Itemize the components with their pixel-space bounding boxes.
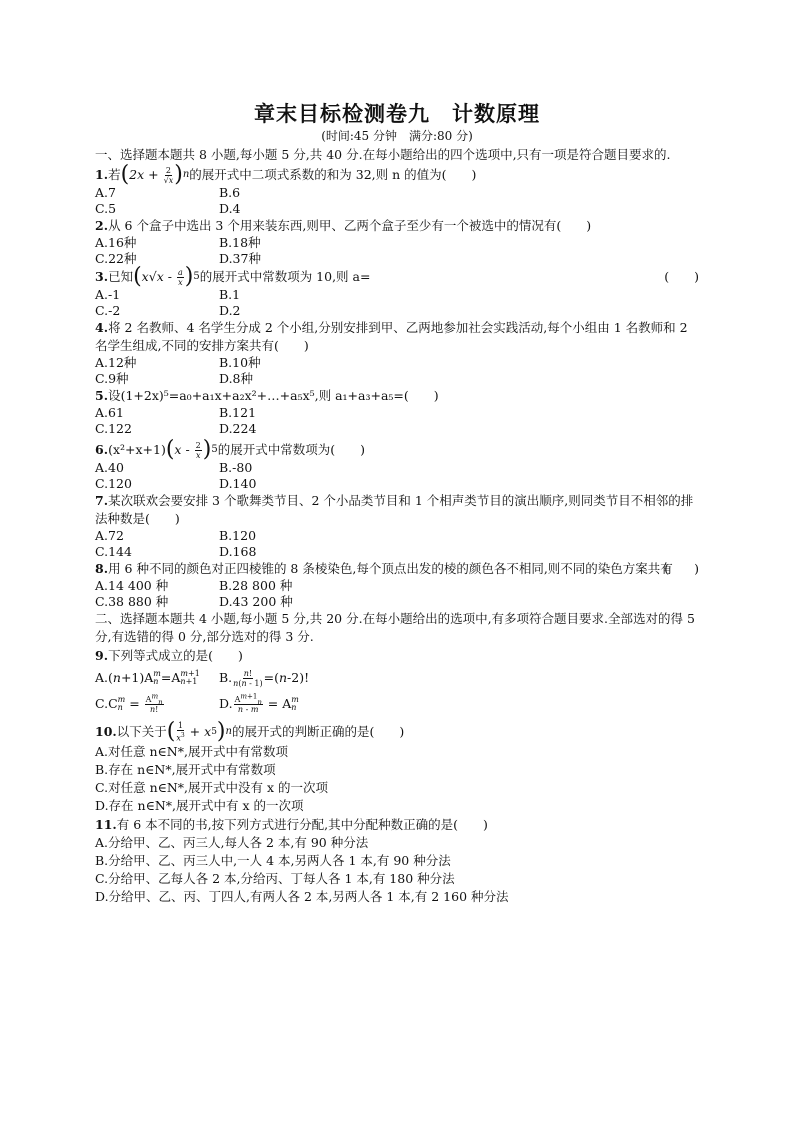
question-7 — [95, 492, 699, 528]
question-1 — [95, 162, 699, 187]
option-d[interactable]: D.224 — [219, 420, 257, 436]
option-c[interactable]: C.5 — [95, 200, 117, 216]
option-b[interactable]: B.存在 n∈N*,展开式中有常数项 — [95, 761, 276, 777]
question-text-pre: 若 — [108, 167, 121, 182]
question-text-pre: (x²+x+1) — [108, 442, 166, 457]
options-q3 — [95, 287, 699, 318]
answer-paren: ( ) — [664, 269, 699, 284]
options-q6 — [95, 460, 699, 491]
question-number: 7. — [95, 493, 109, 508]
option-d[interactable]: D.43 200 种 — [219, 593, 293, 609]
option-d[interactable]: D.8种 — [219, 370, 254, 386]
option-a[interactable]: A.12种 — [95, 355, 137, 370]
option-c[interactable]: C.对任意 n∈N*,展开式中没有 x 的一次项 — [95, 779, 329, 795]
question-number: 4. — [95, 320, 109, 335]
options-q9 — [95, 665, 699, 717]
option-c[interactable]: C.-2 — [95, 302, 121, 318]
formula-1: ( 2x + $\frac{2}{√x}$ ) n — [120, 162, 190, 187]
question-text: 有 6 本不同的书,按下列方式进行分配,其中分配种数正确的是( ) — [116, 816, 488, 832]
option-c[interactable]: C.122 — [95, 420, 132, 436]
exam-page — [95, 100, 699, 906]
option-c[interactable]: C.9种 — [95, 370, 129, 386]
question-number: 10. — [95, 723, 117, 739]
section-2-instructions: 二、选择题本题共 4 小题,每小题 5 分,共 20 分.在每小题给出的选项中,有多项符合题目要求.全部选对的得 5 分,有选错的得 0 分,部分选对的得 3 分. — [95, 611, 695, 644]
question-text: 下列等式成立的是( ) — [108, 648, 243, 663]
question-number: 9. — [95, 648, 109, 663]
option-a[interactable]: A.40 — [95, 460, 124, 475]
question-text-post: 的展开式中常数项为( ) — [217, 442, 365, 457]
option-c[interactable]: C.144 — [95, 543, 132, 559]
question-10 — [95, 718, 699, 744]
question-text-pre: 以下关于 — [116, 723, 167, 739]
question-6 — [95, 437, 699, 462]
options-q8 — [95, 578, 699, 609]
section-1-instructions: 一、选择题本题共 8 小题,每小题 5 分,共 40 分.在每小题给出的四个选项中,只有一项是符合题目要求的. — [95, 147, 671, 162]
option-d[interactable]: D.4 — [219, 200, 241, 216]
option-a[interactable]: A.-1 — [95, 287, 121, 302]
formula-10: ( $\frac{1}{x^3}$ + x 5 ) n — [166, 718, 232, 744]
question-number: 8. — [95, 561, 109, 576]
question-text: 从 6 个盒子中选出 3 个用来装东西,则甲、乙两个盒子至少有一个被选中的情况有( ) — [108, 218, 592, 233]
options-q11 — [95, 834, 699, 906]
question-text: 某次联欢会要安排 3 个歌舞类节目、2 个小品类节目和 1 个相声类节目的演出顺序,则同类节目不相邻的排法种数是( ) — [95, 493, 694, 526]
page-subtitle: (时间:45 分钟 满分:80 分) — [321, 129, 473, 143]
option-c[interactable]: C.C m n = $\frac{\text{Amn}}{n!}$ — [95, 691, 163, 714]
question-text-pre: 已知 — [108, 269, 134, 284]
formula-6: ( x - $\frac{2}{x}$ ) 5 — [165, 437, 218, 462]
option-a[interactable]: A.14 400 种 — [95, 578, 169, 593]
options-q5 — [95, 405, 699, 436]
option-a[interactable]: A.16种 — [95, 235, 137, 250]
formula-3: ( x √ x - $\frac{a}{x}$ ) 5 — [133, 264, 200, 289]
option-b[interactable]: B.28 800 种 — [219, 578, 293, 593]
question-number: 3. — [95, 269, 109, 284]
option-b[interactable]: B.6 — [219, 185, 241, 200]
options-q1 — [95, 185, 699, 216]
option-a[interactable]: A.72 — [95, 528, 124, 543]
option-d[interactable]: D.37种 — [219, 250, 261, 266]
options-q10 — [95, 743, 699, 815]
option-a[interactable]: A.分给甲、乙、丙三人,每人各 2 本,有 90 种分法 — [95, 834, 369, 850]
question-text: 设(1+2x)⁵=a₀+a₁x+a₂x²+…+a₅x⁵,则 a₁+a₃+a₅=( ) — [108, 388, 439, 403]
option-b[interactable]: B.分给甲、乙、丙三人中,一人 4 本,另两人各 1 本,有 90 种分法 — [95, 852, 451, 868]
question-text: 将 2 名教师、4 名学生分成 2 个小组,分别安排到甲、乙两地参加社会实践活动,每个小组由 1 名教师和 2 名学生组成,不同的安排方案共有( ) — [95, 320, 688, 353]
option-a[interactable]: A.7 — [95, 185, 116, 200]
question-text-post: 的展开式中二项式系数的和为 32,则 n 的值为( ) — [189, 167, 477, 182]
option-b[interactable]: B.121 — [219, 405, 257, 420]
option-b[interactable]: B.10种 — [219, 355, 261, 370]
question-number: 5. — [95, 388, 109, 403]
question-2 — [95, 217, 699, 235]
option-d[interactable]: D. $\frac{Am+1n}{n - m}$ = A m n — [219, 691, 299, 714]
question-text: 用 6 种不同的颜色对正四棱锥的 8 条棱染色,每个顶点出发的棱的颜色各不相同,则不同的染色方案共有 — [108, 561, 673, 576]
question-11 — [95, 816, 699, 834]
option-a[interactable]: A.对任意 n∈N*,展开式中有常数项 — [95, 743, 288, 759]
question-4 — [95, 319, 699, 355]
option-b[interactable]: B.18种 — [219, 235, 261, 250]
question-9 — [95, 647, 699, 665]
option-c[interactable]: C.22种 — [95, 250, 137, 266]
question-8 — [95, 560, 699, 578]
question-3 — [95, 264, 699, 289]
question-text-post: 的展开式的判断正确的是( ) — [231, 723, 405, 739]
option-b[interactable]: B. $\frac{n!}{n(n - 1)}$ =(n-2)! — [219, 668, 310, 688]
question-5 — [95, 387, 699, 405]
option-c[interactable]: C.120 — [95, 475, 132, 491]
option-d[interactable]: D.存在 n∈N*,展开式中有 x 的一次项 — [95, 797, 304, 813]
question-number: 2. — [95, 218, 109, 233]
options-q7 — [95, 528, 699, 559]
question-number: 1. — [95, 167, 109, 182]
option-d[interactable]: D.140 — [219, 475, 257, 491]
option-d[interactable]: D.2 — [219, 302, 241, 318]
option-d[interactable]: D.168 — [219, 543, 257, 559]
question-number: 11. — [95, 816, 117, 832]
option-a[interactable]: A.61 — [95, 405, 124, 420]
question-number: 6. — [95, 442, 109, 457]
answer-paren: ( ) — [664, 561, 699, 576]
options-q2 — [95, 235, 699, 266]
option-a[interactable]: A.(n+1)A m n =A m+1 n+1 — [95, 669, 200, 686]
option-b[interactable]: B.120 — [219, 528, 257, 543]
question-text-post: 的展开式中常数项为 10,则 a= — [199, 269, 371, 284]
page-title: 章末目标检测卷九 计数原理 — [254, 101, 540, 126]
option-c[interactable]: C.分给甲、乙每人各 2 本,分给丙、丁每人各 1 本,有 180 种分法 — [95, 870, 455, 886]
option-d[interactable]: D.分给甲、乙、丙、丁四人,有两人各 2 本,另两人各 1 本,有 2 160 种分法 — [95, 888, 509, 904]
option-b[interactable]: B.-80 — [219, 460, 253, 475]
option-b[interactable]: B.1 — [219, 287, 241, 302]
option-c[interactable]: C.38 880 种 — [95, 593, 169, 609]
options-q4 — [95, 355, 699, 386]
